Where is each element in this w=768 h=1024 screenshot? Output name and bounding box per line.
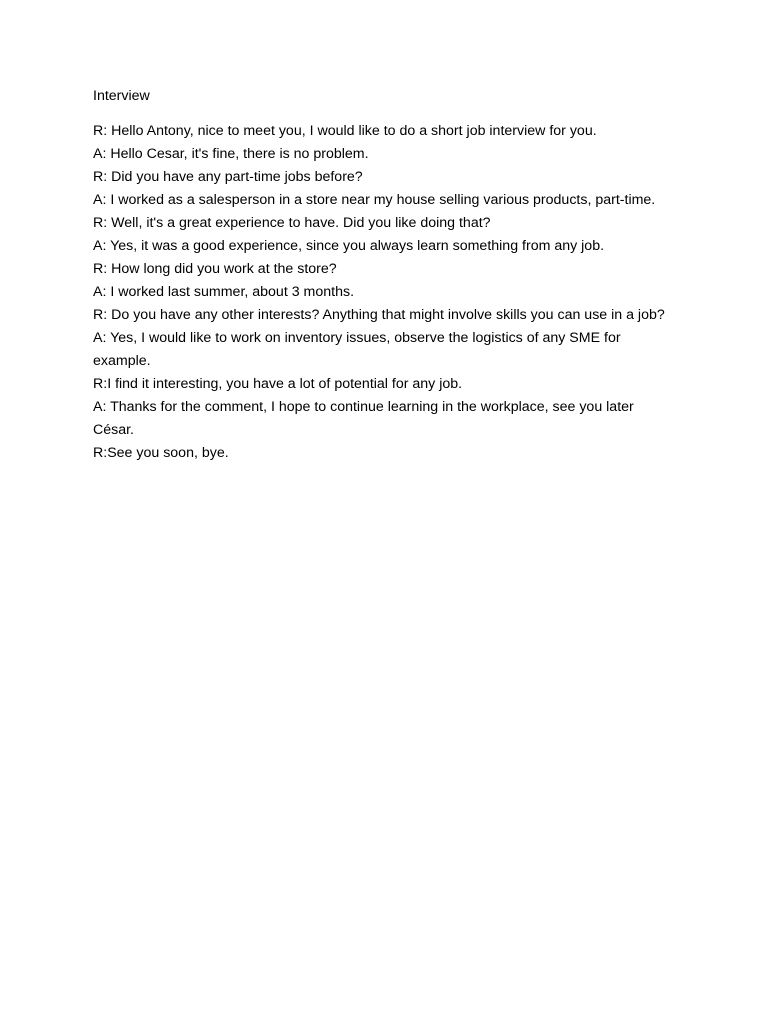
- document-title: Interview: [93, 88, 150, 104]
- dialogue-line: A: Thanks for the comment, I hope to continue learning in the workplace, see you later César.: [93, 399, 634, 438]
- dialogue-line: A: Yes, I would like to work on inventory issues, observe the logistics of any SME for example.: [93, 330, 621, 369]
- dialogue-line: R: Do you have any other interests? Anything that might involve skills you can use in a job?: [93, 307, 665, 323]
- dialogue-line: R: Well, it's a great experience to have. Did you like doing that?: [93, 215, 491, 231]
- dialogue-line: A: Yes, it was a good experience, since you always learn something from any job.: [93, 238, 605, 254]
- dialogue-line: R: How long did you work at the store?: [93, 261, 337, 277]
- dialogue-line: R: Hello Antony, nice to meet you, I would like to do a short job interview for you.: [93, 123, 597, 139]
- dialogue-line: R: Did you have any part-time jobs before?: [93, 169, 363, 185]
- dialogue-line: A: Hello Cesar, it's fine, there is no problem.: [93, 146, 369, 162]
- dialogue-line: R:I find it interesting, you have a lot of potential for any job.: [93, 376, 463, 392]
- dialogue-line: R:See you soon, bye.: [93, 445, 229, 461]
- dialogue-line: A: I worked last summer, about 3 months.: [93, 284, 355, 300]
- dialogue-line: A: I worked as a salesperson in a store near my house selling various products, part-time.: [93, 192, 656, 208]
- document-body: [93, 85, 673, 465]
